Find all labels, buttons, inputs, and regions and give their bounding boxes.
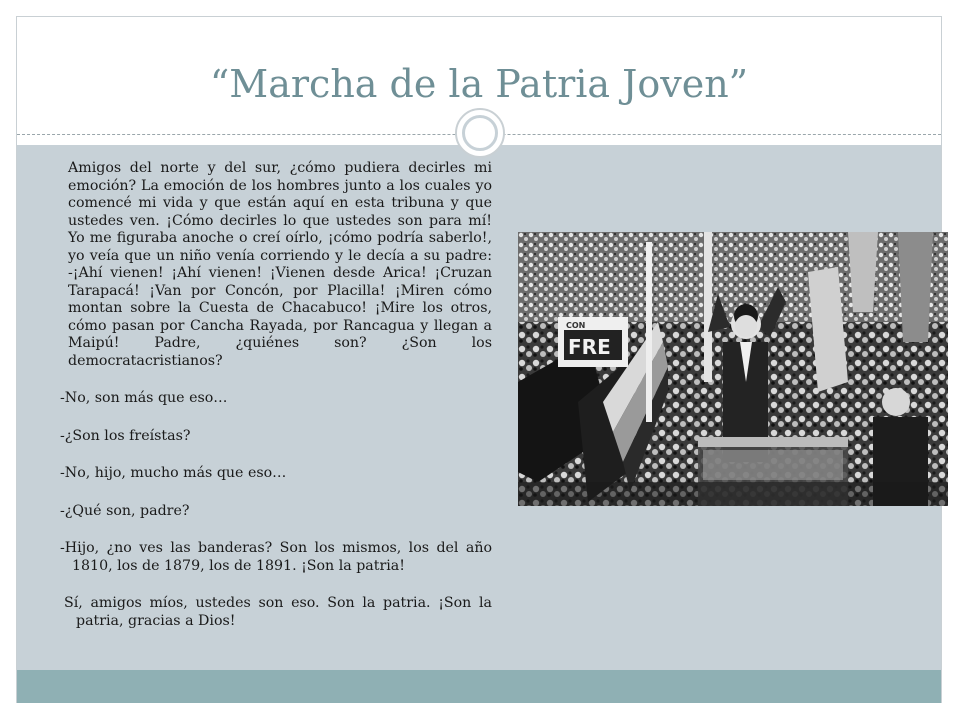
speech-paragraph-2: -No, son más que eso… [60, 390, 228, 406]
banner-text: FRE [568, 335, 611, 359]
banner-small-text: CON [566, 321, 586, 330]
slide-title: “Marcha de la Patria Joven” [209, 62, 749, 106]
rally-photo [518, 232, 948, 506]
speech-paragraph-1: Amigos del norte y del sur, ¿cómo pudiera decirles mi emoción? La emoción de los hombres junto a los cuales yo comencé mi vida y que están aquí en esta tribuna y que ustedes ven. ¡Cómo decirles lo que ustedes son para mí! Yo me figuraba anoche o creí oírlo, ¡cómo podría saberlo!, yo veía que un niño venía corriendo y le decía a su padre: -¡Ahí vienen! ¡Ahí vienen! ¡Vienen desde Arica! ¡Cruzan Tarapacá! ¡Van por Concón, por Placilla! ¡Miren cómo montan sobre la Cuesta de Chacabuco! ¡Mire los otros, cómo pasan por Cancha Rayada, por Rancagua y llegan a Maipú! Padre, ¿quiénes son? ¿Son los democratacristianos? [68, 160, 492, 369]
speech-paragraph-6: -Hijo, ¿no ves las banderas? Son los mismos, los del año 1810, los de 1879, los de 1891. ¡Son la patria! [60, 540, 492, 574]
speech-text [60, 160, 492, 630]
rally-photo-image [518, 232, 948, 506]
speech-paragraph-5: -¿Qué son, padre? [60, 502, 190, 519]
circle-ornament-icon [455, 108, 505, 158]
speech-paragraph-7: Sí, amigos míos, ustedes son eso. Son la patria. ¡Son la patria, gracias a Dios! [64, 595, 492, 629]
speech-paragraph-4: -No, hijo, mucho más que eso… [60, 465, 287, 481]
footer-bar [17, 670, 941, 703]
speech-paragraph-3: -¿Son los freístas? [60, 427, 191, 444]
